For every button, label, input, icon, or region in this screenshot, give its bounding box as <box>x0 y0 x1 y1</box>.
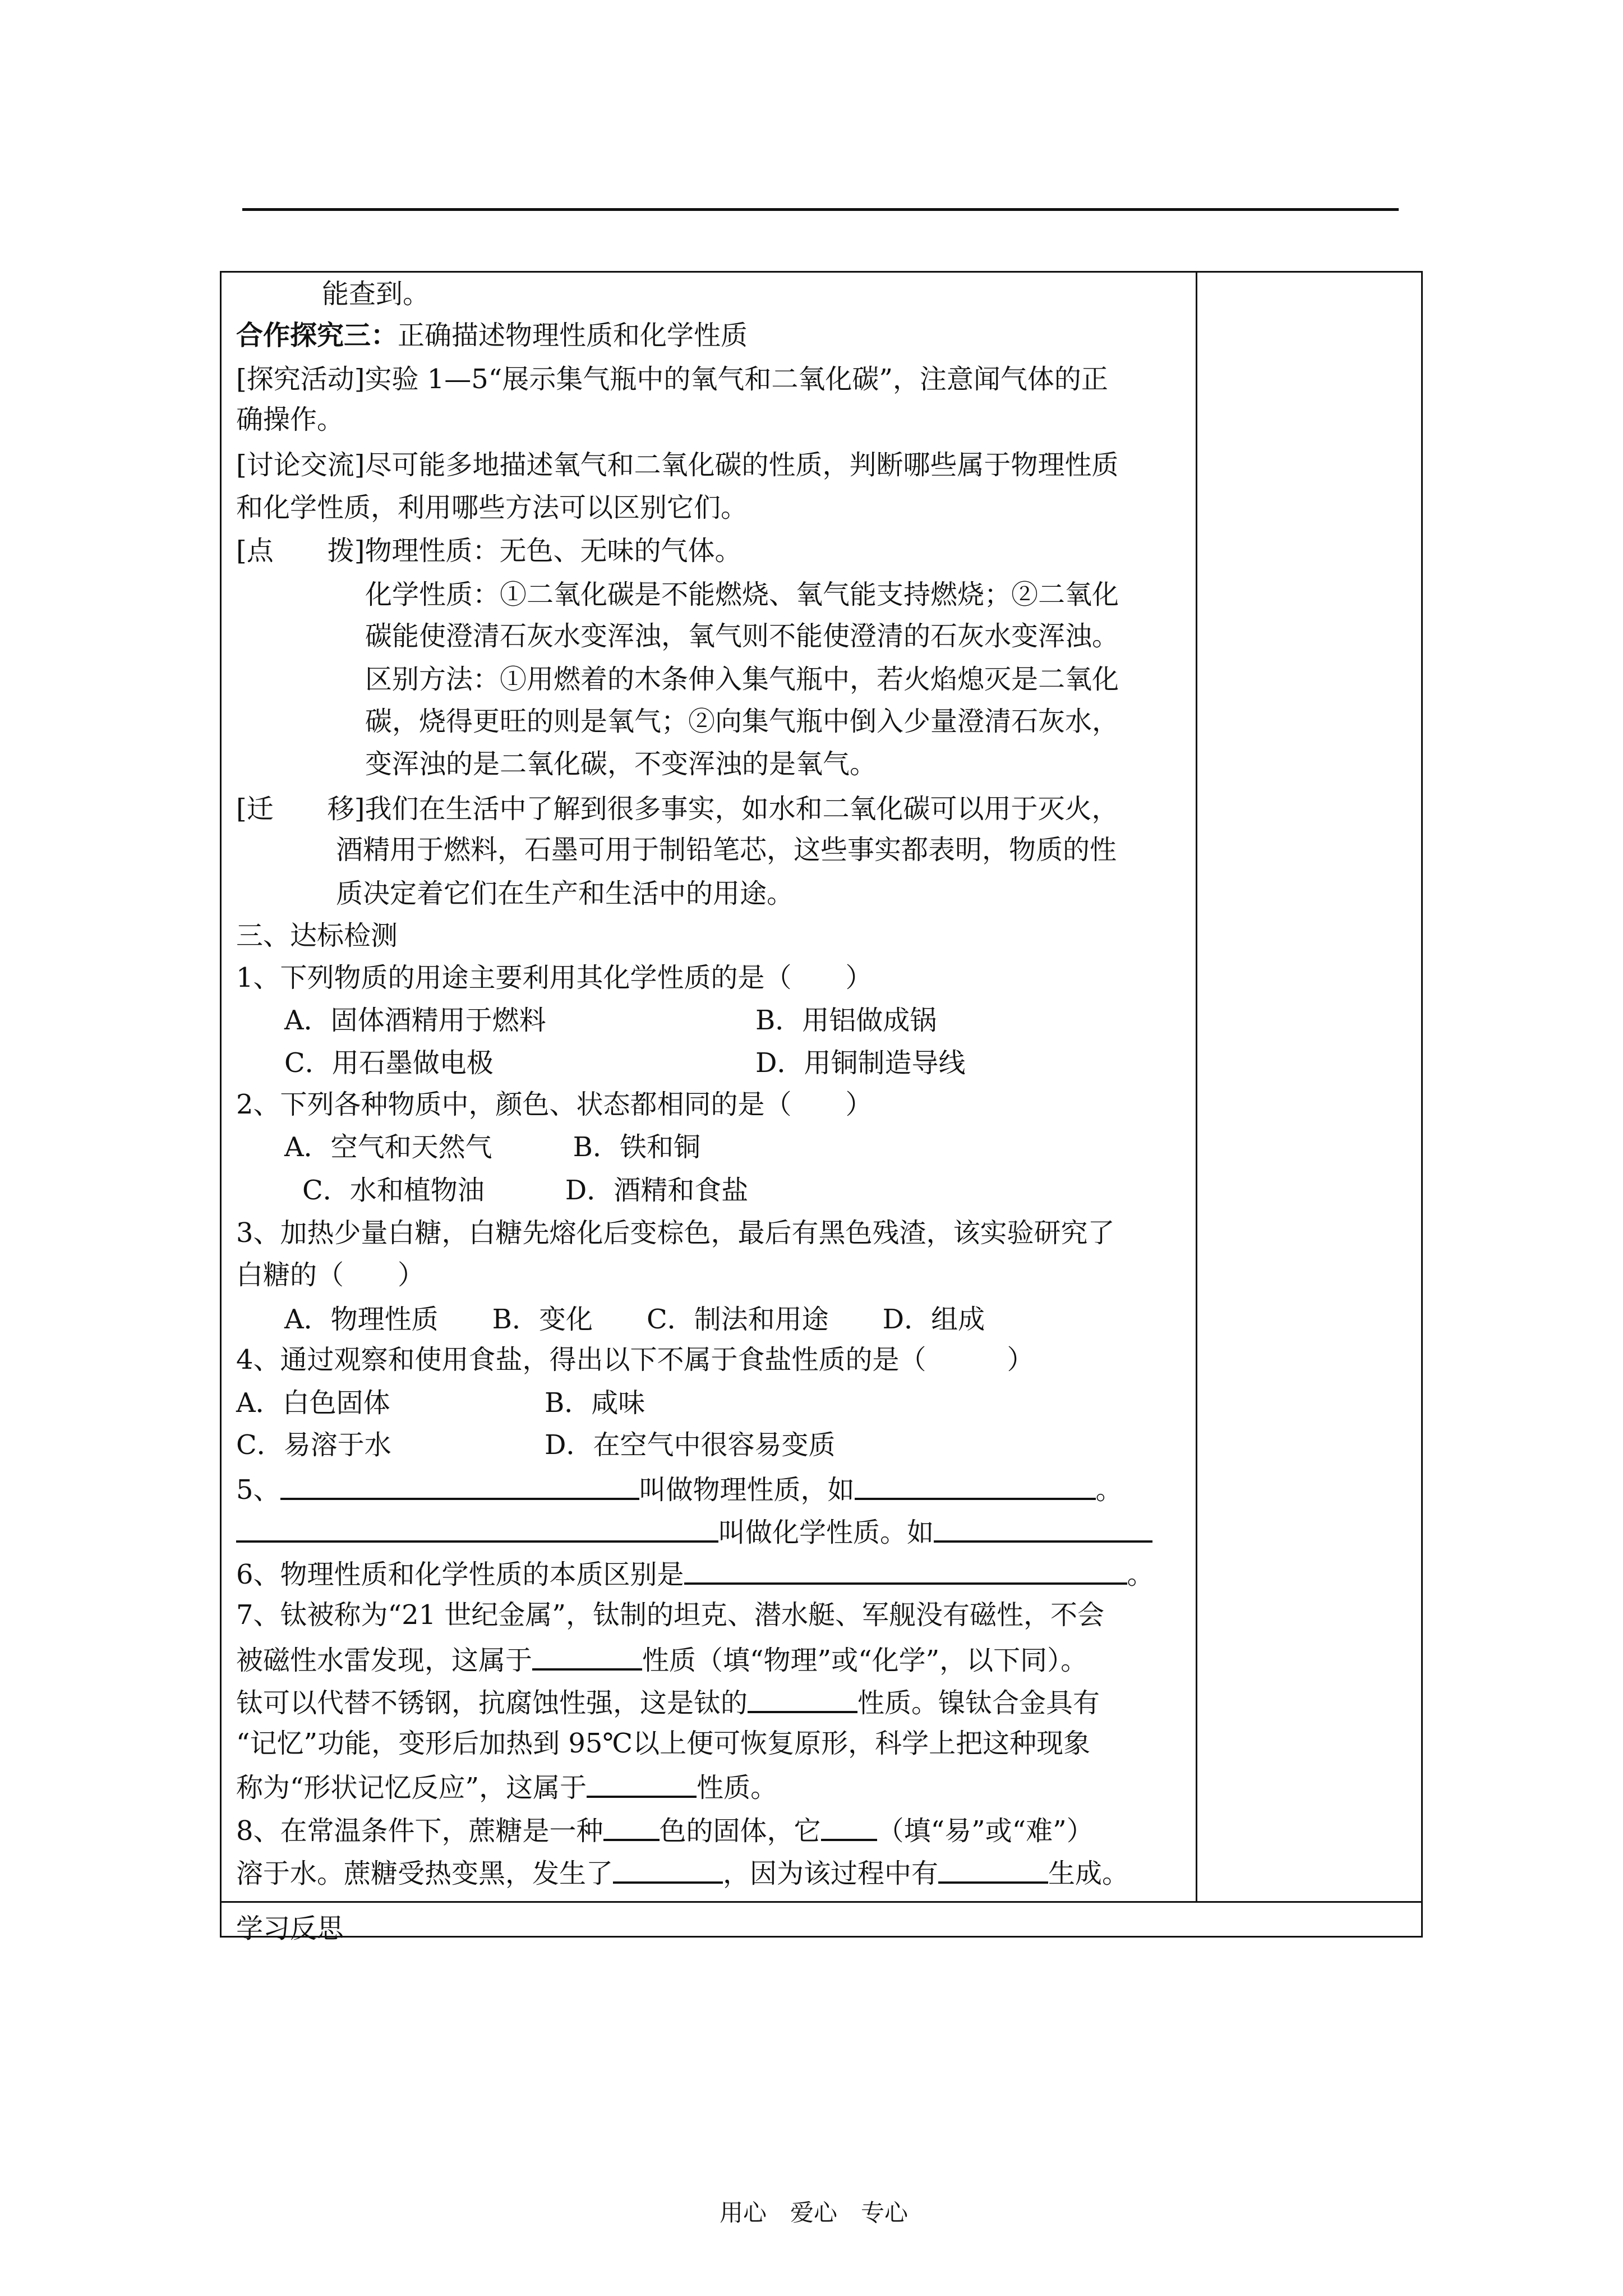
text-line: 能查到。 <box>322 278 430 310</box>
heading-text: 正确描述物理性质和化学性质 <box>398 320 748 351</box>
question-7: 7、钛被称为“21 世纪金属”，钛制的坦克、潜水艇、军舰没有磁性，不会 <box>236 1599 1104 1631</box>
option-1d: D．用铜制造导线 <box>755 1047 966 1079</box>
answer-blank <box>748 1684 857 1713</box>
text-line: 区别方法：①用燃着的木条伸入集气瓶中，若火焰熄灭是二氧化 <box>365 664 1119 695</box>
text-line: 碳能使澄清石灰水变浑浊，氧气则不能使澄清的石灰水变浑浊。 <box>365 620 1119 652</box>
answer-blank <box>821 1812 877 1841</box>
answer-blank <box>532 1641 642 1671</box>
question-2: 2、下列各种物质中，颜色、状态都相同的是（ ） <box>236 1089 873 1120</box>
text-line: [迁 移]我们在生活中了解到很多事实，如水和二氧化碳可以用于灭火， <box>236 793 1119 825</box>
section-heading <box>236 319 748 352</box>
option-4a: A．白色固体 <box>236 1387 390 1419</box>
header-rule <box>242 208 1399 211</box>
question-3-cont: 白糖的（ ） <box>236 1259 425 1291</box>
options-2ab: A．空气和天然气 B．铁和铜 <box>284 1131 700 1163</box>
column-divider <box>1196 273 1197 1901</box>
text-line: 酒精用于燃料，石墨可用于制铅笔芯，这些事实都表明，物质的性 <box>336 834 1117 866</box>
text-line: [讨论交流]尽可能多地描述氧气和二氧化碳的性质，判断哪些属于物理性质 <box>236 449 1119 481</box>
text-line: 变浑浊的是二氧化碳，不变浑浊的是氧气。 <box>365 748 877 780</box>
answer-blank <box>613 1855 723 1884</box>
answer-blank <box>934 1513 1152 1543</box>
question-3: 3、加热少量白糖，白糖先熔化后变棕色，最后有黑色残渣，该实验研究了 <box>236 1217 1115 1249</box>
answer-blank <box>280 1471 639 1500</box>
answer-blank <box>938 1855 1048 1884</box>
option-4b: B．咸味 <box>545 1387 645 1419</box>
text-line: [点 拨]物理性质：无色、无味的气体。 <box>236 535 742 567</box>
options-2cd: C．水和植物油 D．酒精和食盐 <box>302 1175 749 1206</box>
answer-blank <box>587 1769 697 1798</box>
text-line: 确操作。 <box>236 404 344 435</box>
text-line: [探究活动]实验 1—5“展示集气瓶中的氧气和二氧化碳”，注意闻气体的正 <box>236 364 1108 395</box>
question-7-cont: “记忆”功能，变形后加热到 95℃以上便可恢复原形，科学上把这种现象 <box>236 1728 1091 1759</box>
question-7-cont: 钛可以代替不锈钢，抗腐蚀性强，这是钛的 性质。镍钛合金具有 <box>236 1684 1100 1720</box>
text-line: 化学性质：①二氧化碳是不能燃烧、氧气能支持燃烧；②二氧化 <box>365 579 1119 610</box>
option-1b: B．用铝做成锅 <box>755 1005 937 1036</box>
text-line: 和化学性质，利用哪些方法可以区别它们。 <box>236 492 748 523</box>
question-7-cont: 被磁性水雷发现，这属于 性质（填“物理”或“化学”，以下同）。 <box>236 1641 1087 1677</box>
text-line: 质决定着它们在生产和生活中的用途。 <box>336 878 794 909</box>
row-divider <box>222 1901 1421 1903</box>
worksheet-table <box>220 271 1423 1944</box>
question-4: 4、通过观察和使用食盐，得出以下不属于食盐性质的是（ ） <box>236 1344 1034 1375</box>
option-4d: D．在空气中很容易变质 <box>545 1429 836 1461</box>
question-1: 1、下列物质的用途主要利用其化学性质的是（ ） <box>236 962 873 993</box>
option-1a: A．固体酒精用于燃料 <box>284 1005 546 1036</box>
answer-blank <box>603 1812 660 1841</box>
option-4c: C．易溶于水 <box>236 1429 391 1461</box>
answer-blank <box>236 1513 718 1543</box>
answer-blank <box>855 1471 1096 1500</box>
question-6: 6、物理性质和化学性质的本质区别是 。 <box>236 1556 1154 1591</box>
question-8: 8、在常温条件下，蔗糖是一种 色的固体，它 （填“易”或“难”） <box>236 1812 1094 1848</box>
page-footer: 用心 爱心 专心 <box>720 2199 909 2226</box>
section-heading: 三、达标检测 <box>236 920 398 951</box>
question-7-cont: 称为“形状记忆反应”，这属于 性质。 <box>236 1769 777 1805</box>
question-8-cont: 溶于水。蔗糖受热变黑，发生了 ，因为该过程中有 生成。 <box>236 1855 1129 1890</box>
heading-bold: 合作探究三： <box>236 320 398 351</box>
answer-blank <box>684 1556 1127 1585</box>
options-3: A．物理性质 B．变化 C．制法和用途 D．组成 <box>284 1304 985 1335</box>
reflection-label: 学习反思 <box>236 1913 344 1944</box>
option-1c: C．用石墨做电极 <box>284 1047 494 1079</box>
text-line: 碳，烧得更旺的则是氧气；②向集气瓶中倒入少量澄清石灰水， <box>365 706 1119 737</box>
question-5: 5、 叫做物理性质，如 。 <box>236 1471 1123 1507</box>
question-5-cont: 叫做化学性质。如 <box>236 1513 1152 1549</box>
